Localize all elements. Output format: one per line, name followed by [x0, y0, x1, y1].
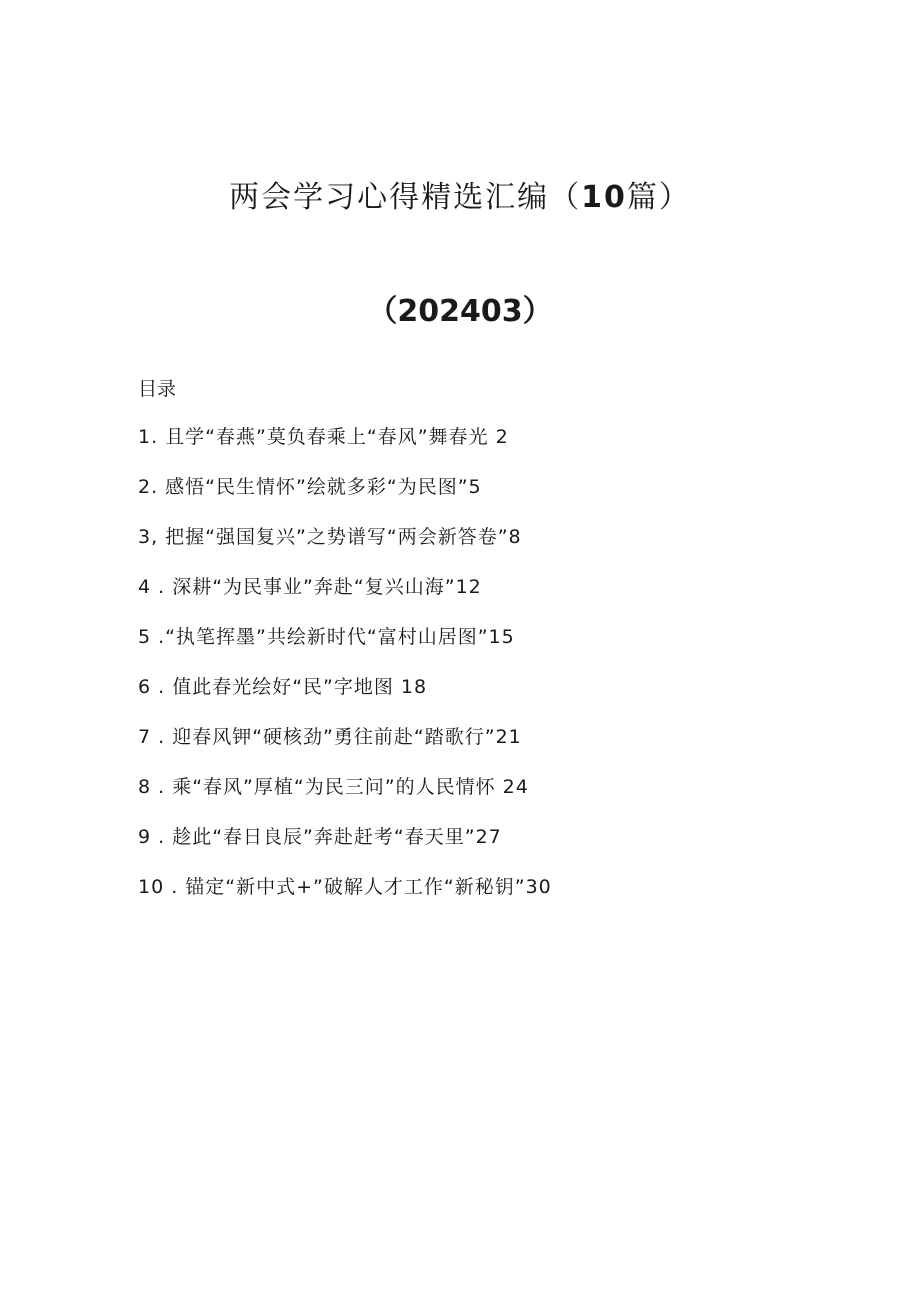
toc-item: 8 . 乘“春风”厚植“为民三问”的人民情怀 24	[138, 776, 529, 798]
document-title	[0, 172, 920, 216]
toc-item: 5 .“执笔挥墨”共绘新时代“富村山居图”15	[138, 626, 515, 648]
toc-item: 4 . 深耕“为民事业”奔赴“复兴山海”12	[138, 576, 482, 598]
title-main-text: 两会学习心得精选汇编（	[229, 180, 582, 215]
toc-item: 10 . 锚定“新中式+”破解人才工作“新秘钥”30	[138, 876, 552, 898]
toc-item: 2. 感悟“民生情怀”绘就多彩“为民图”5	[138, 476, 482, 498]
document-subtitle: （202403）	[367, 294, 553, 329]
toc-item: 7 . 迎春风钾“硬核劲”勇往前赴“踏歌行”21	[138, 726, 522, 748]
toc-item: 1. 且学“春燕”莫负春乘上“春风”舞春光 2	[138, 426, 509, 448]
title-end-text: 篇）	[626, 180, 691, 215]
toc-item: 9 . 趁此“春日良辰”奔赴赶考“春天里”27	[138, 826, 502, 848]
table-of-contents	[138, 424, 838, 924]
toc-item: 6 . 值此春光绘好“民”字地图 18	[138, 676, 428, 698]
toc-heading: 目录	[138, 378, 177, 400]
toc-item: 3, 把握“强国复兴”之势谱写“两会新答卷”8	[138, 526, 522, 548]
title-number: 10	[581, 180, 627, 215]
